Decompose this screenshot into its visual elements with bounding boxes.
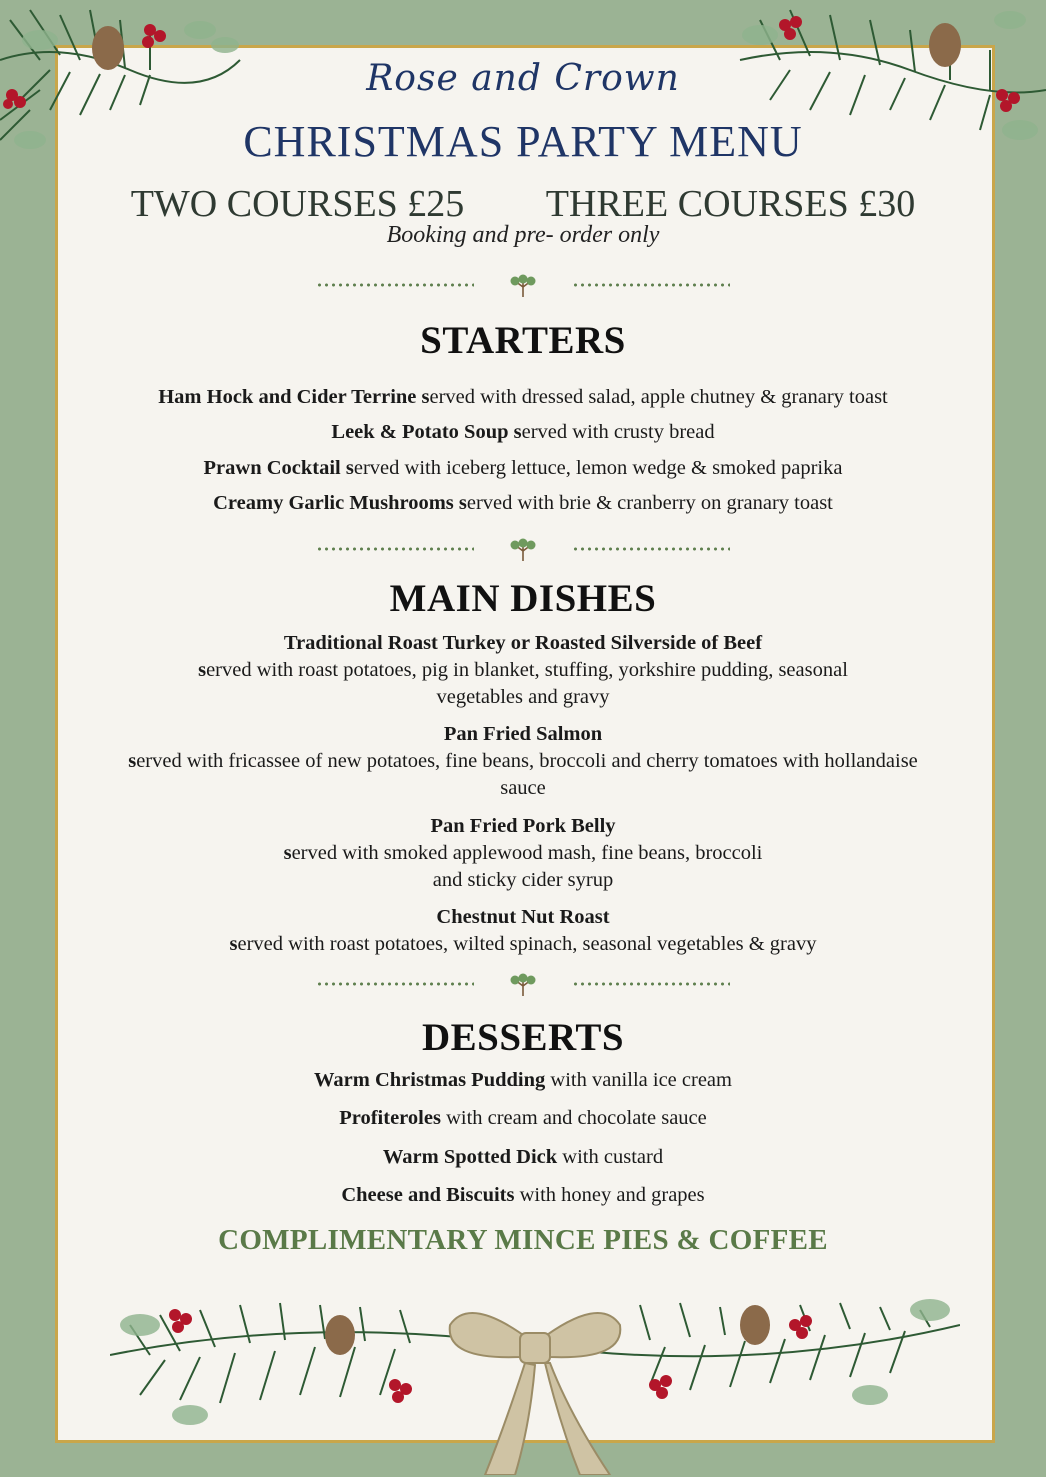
dish-name: Creamy Garlic Mushrooms s xyxy=(213,492,467,514)
dotted-rule xyxy=(316,546,474,552)
dish-description: with honey and grapes xyxy=(514,1184,705,1206)
starters-heading: STARTERS xyxy=(420,319,626,362)
section-divider xyxy=(0,537,1046,557)
bow-icon xyxy=(450,1313,621,1475)
main-item: Traditional Roast Turkey or Roasted Silverside of Beef served with roast potatoes, pig in blanket, stuffing, yorkshire pudding, seasonal vegetables and gravy xyxy=(0,630,1046,711)
dotted-rule xyxy=(572,546,730,552)
dish-description: with vanilla ice cream xyxy=(545,1069,732,1091)
dish-name: Profiteroles xyxy=(339,1107,441,1129)
dotted-rule xyxy=(316,981,474,987)
dessert-item xyxy=(0,1144,1046,1171)
dish-name: Leek & Potato Soup s xyxy=(331,421,522,443)
starter-item xyxy=(0,455,1046,482)
sprig-icon xyxy=(509,972,537,996)
price-line xyxy=(0,182,1046,226)
dish-name: Pan Fried Salmon xyxy=(443,723,603,745)
dish-description: erved with smoked applewood mash, fine beans, broccoli xyxy=(291,842,763,864)
dish-description: and sticky cider syrup xyxy=(432,869,614,891)
dish-description: erved with dressed salad, apple chutney & granary toast xyxy=(429,386,888,408)
dish-description: erved with brie & cranberry on granary toast xyxy=(466,492,833,514)
booking-note: Booking and pre- order only xyxy=(386,222,660,248)
closing-note: COMPLIMENTARY MINCE PIES & COFFEE xyxy=(218,1224,828,1256)
dotted-rule xyxy=(572,282,730,288)
dish-name: Ham Hock and Cider Terrine s xyxy=(158,386,430,408)
dish-name: Traditional Roast Turkey or Roasted Silverside of Beef xyxy=(283,632,763,654)
dish-description: sauce xyxy=(500,777,546,799)
two-course-price: TWO COURSES £25 xyxy=(130,183,465,225)
dish-description: erved with crusty bread xyxy=(521,421,715,443)
dish-description: with cream and chocolate sauce xyxy=(440,1107,707,1129)
starter-item xyxy=(0,490,1046,517)
section-divider xyxy=(0,972,1046,992)
dotted-rule xyxy=(316,282,474,288)
sprig-icon xyxy=(509,537,537,561)
dish-name: Prawn Cocktail s xyxy=(203,457,354,479)
dish-description: erved with iceberg lettuce, lemon wedge & smoked paprika xyxy=(353,457,843,479)
main-item: Pan Fried Salmon served with fricassee of new potatoes, fine beans, broccoli and cherry tomatoes with hollandaise sauce xyxy=(0,721,1046,802)
brand-name: Rose and Crown xyxy=(366,58,680,99)
sprig-icon xyxy=(509,273,537,297)
page-title: CHRISTMAS PARTY MENU xyxy=(243,117,803,166)
dessert-item xyxy=(0,1105,1046,1132)
main-item: Chestnut Nut Roast served with roast potatoes, wilted spinach, seasonal vegetables & gravy xyxy=(229,906,817,955)
mains-heading: MAIN DISHES xyxy=(389,577,657,620)
dish-description: erved with roast potatoes, pig in blanket, stuffing, yorkshire pudding, seasonal xyxy=(206,659,848,681)
dessert-item xyxy=(0,1182,1046,1209)
dish-description: erved with roast potatoes, wilted spinach, seasonal vegetables & gravy xyxy=(237,933,817,955)
desserts-heading: DESSERTS xyxy=(421,1016,625,1059)
dish-name: Pan Fried Pork Belly xyxy=(430,815,616,837)
dessert-item xyxy=(0,1067,1046,1094)
pine-garland-icon xyxy=(110,1285,960,1475)
main-item: Pan Fried Pork Belly served with smoked applewood mash, fine beans, broccoli and sticky cider syrup xyxy=(0,813,1046,894)
dish-description: with custard xyxy=(557,1146,664,1168)
three-course-price: THREE COURSES £30 xyxy=(545,183,916,225)
section-divider xyxy=(0,273,1046,293)
dish-name: Cheese and Biscuits xyxy=(341,1184,515,1206)
dish-description: vegetables and gravy xyxy=(436,686,610,708)
dish-name: Chestnut Nut Roast xyxy=(436,906,610,928)
dotted-rule xyxy=(572,981,730,987)
starter-item xyxy=(0,419,1046,446)
dish-name: Warm Christmas Pudding xyxy=(314,1069,546,1091)
starter-item xyxy=(0,384,1046,411)
dish-name: Warm Spotted Dick xyxy=(382,1146,558,1168)
dish-description: erved with fricassee of new potatoes, fine beans, broccoli and cherry tomatoes with hollandaise xyxy=(136,750,918,772)
